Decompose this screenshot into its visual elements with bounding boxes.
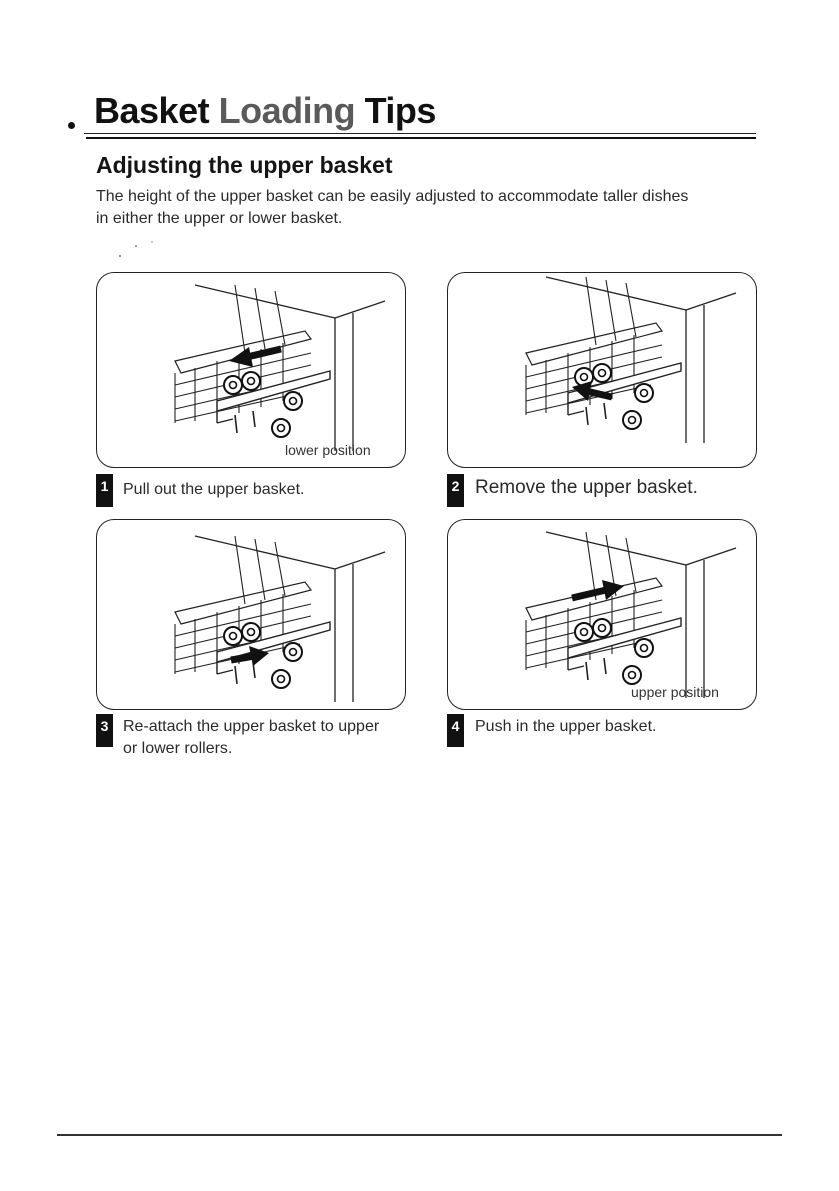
step-badge-3: 3	[96, 714, 113, 747]
illustration-panel-4	[447, 519, 757, 710]
upper-position-label: upper position	[631, 684, 719, 700]
dishwasher-basket-illustration-2	[448, 273, 756, 467]
lower-position-label: lower position	[285, 442, 371, 458]
section-heading: Adjusting the upper basket	[96, 152, 393, 178]
dishwasher-basket-illustration-3	[97, 520, 405, 709]
footer-rule	[57, 1134, 782, 1136]
arrow-icon-1	[229, 347, 253, 367]
step-badge-2: 2	[447, 474, 464, 507]
step-2-text: Remove the upper basket.	[475, 477, 698, 498]
step-3-line-1: Re-attach the upper basket to upper	[123, 718, 380, 735]
step-3-line-2: or lower rollers.	[123, 740, 233, 757]
intro-line-2: in either the upper or lower basket.	[96, 210, 343, 227]
title-underline-thick	[86, 137, 756, 139]
bullet-dot-icon	[68, 122, 75, 129]
illustration-panel-2	[447, 272, 757, 468]
illustration-panel-3	[96, 519, 406, 710]
intro-paragraph	[96, 186, 776, 230]
illustration-panel-1	[96, 272, 406, 468]
title-part-basket: Basket	[94, 90, 210, 131]
dishwasher-basket-illustration-1	[97, 273, 405, 467]
step-badge-1: 1	[96, 474, 113, 507]
title-part-tips: Tips	[364, 90, 436, 131]
page-title	[94, 90, 436, 132]
title-underline-thin	[84, 133, 756, 134]
dishwasher-basket-illustration-4	[448, 520, 756, 709]
intro-line-1: The height of the upper basket can be easily adjusted to accommodate taller dishes	[96, 188, 689, 205]
step-badge-4: 4	[447, 714, 464, 747]
step-3-text	[123, 716, 379, 760]
print-specks	[116, 240, 166, 260]
step-4-text: Push in the upper basket.	[475, 718, 657, 735]
title-part-loading: Loading	[218, 90, 356, 131]
step-1-text: Pull out the upper basket.	[123, 481, 305, 498]
